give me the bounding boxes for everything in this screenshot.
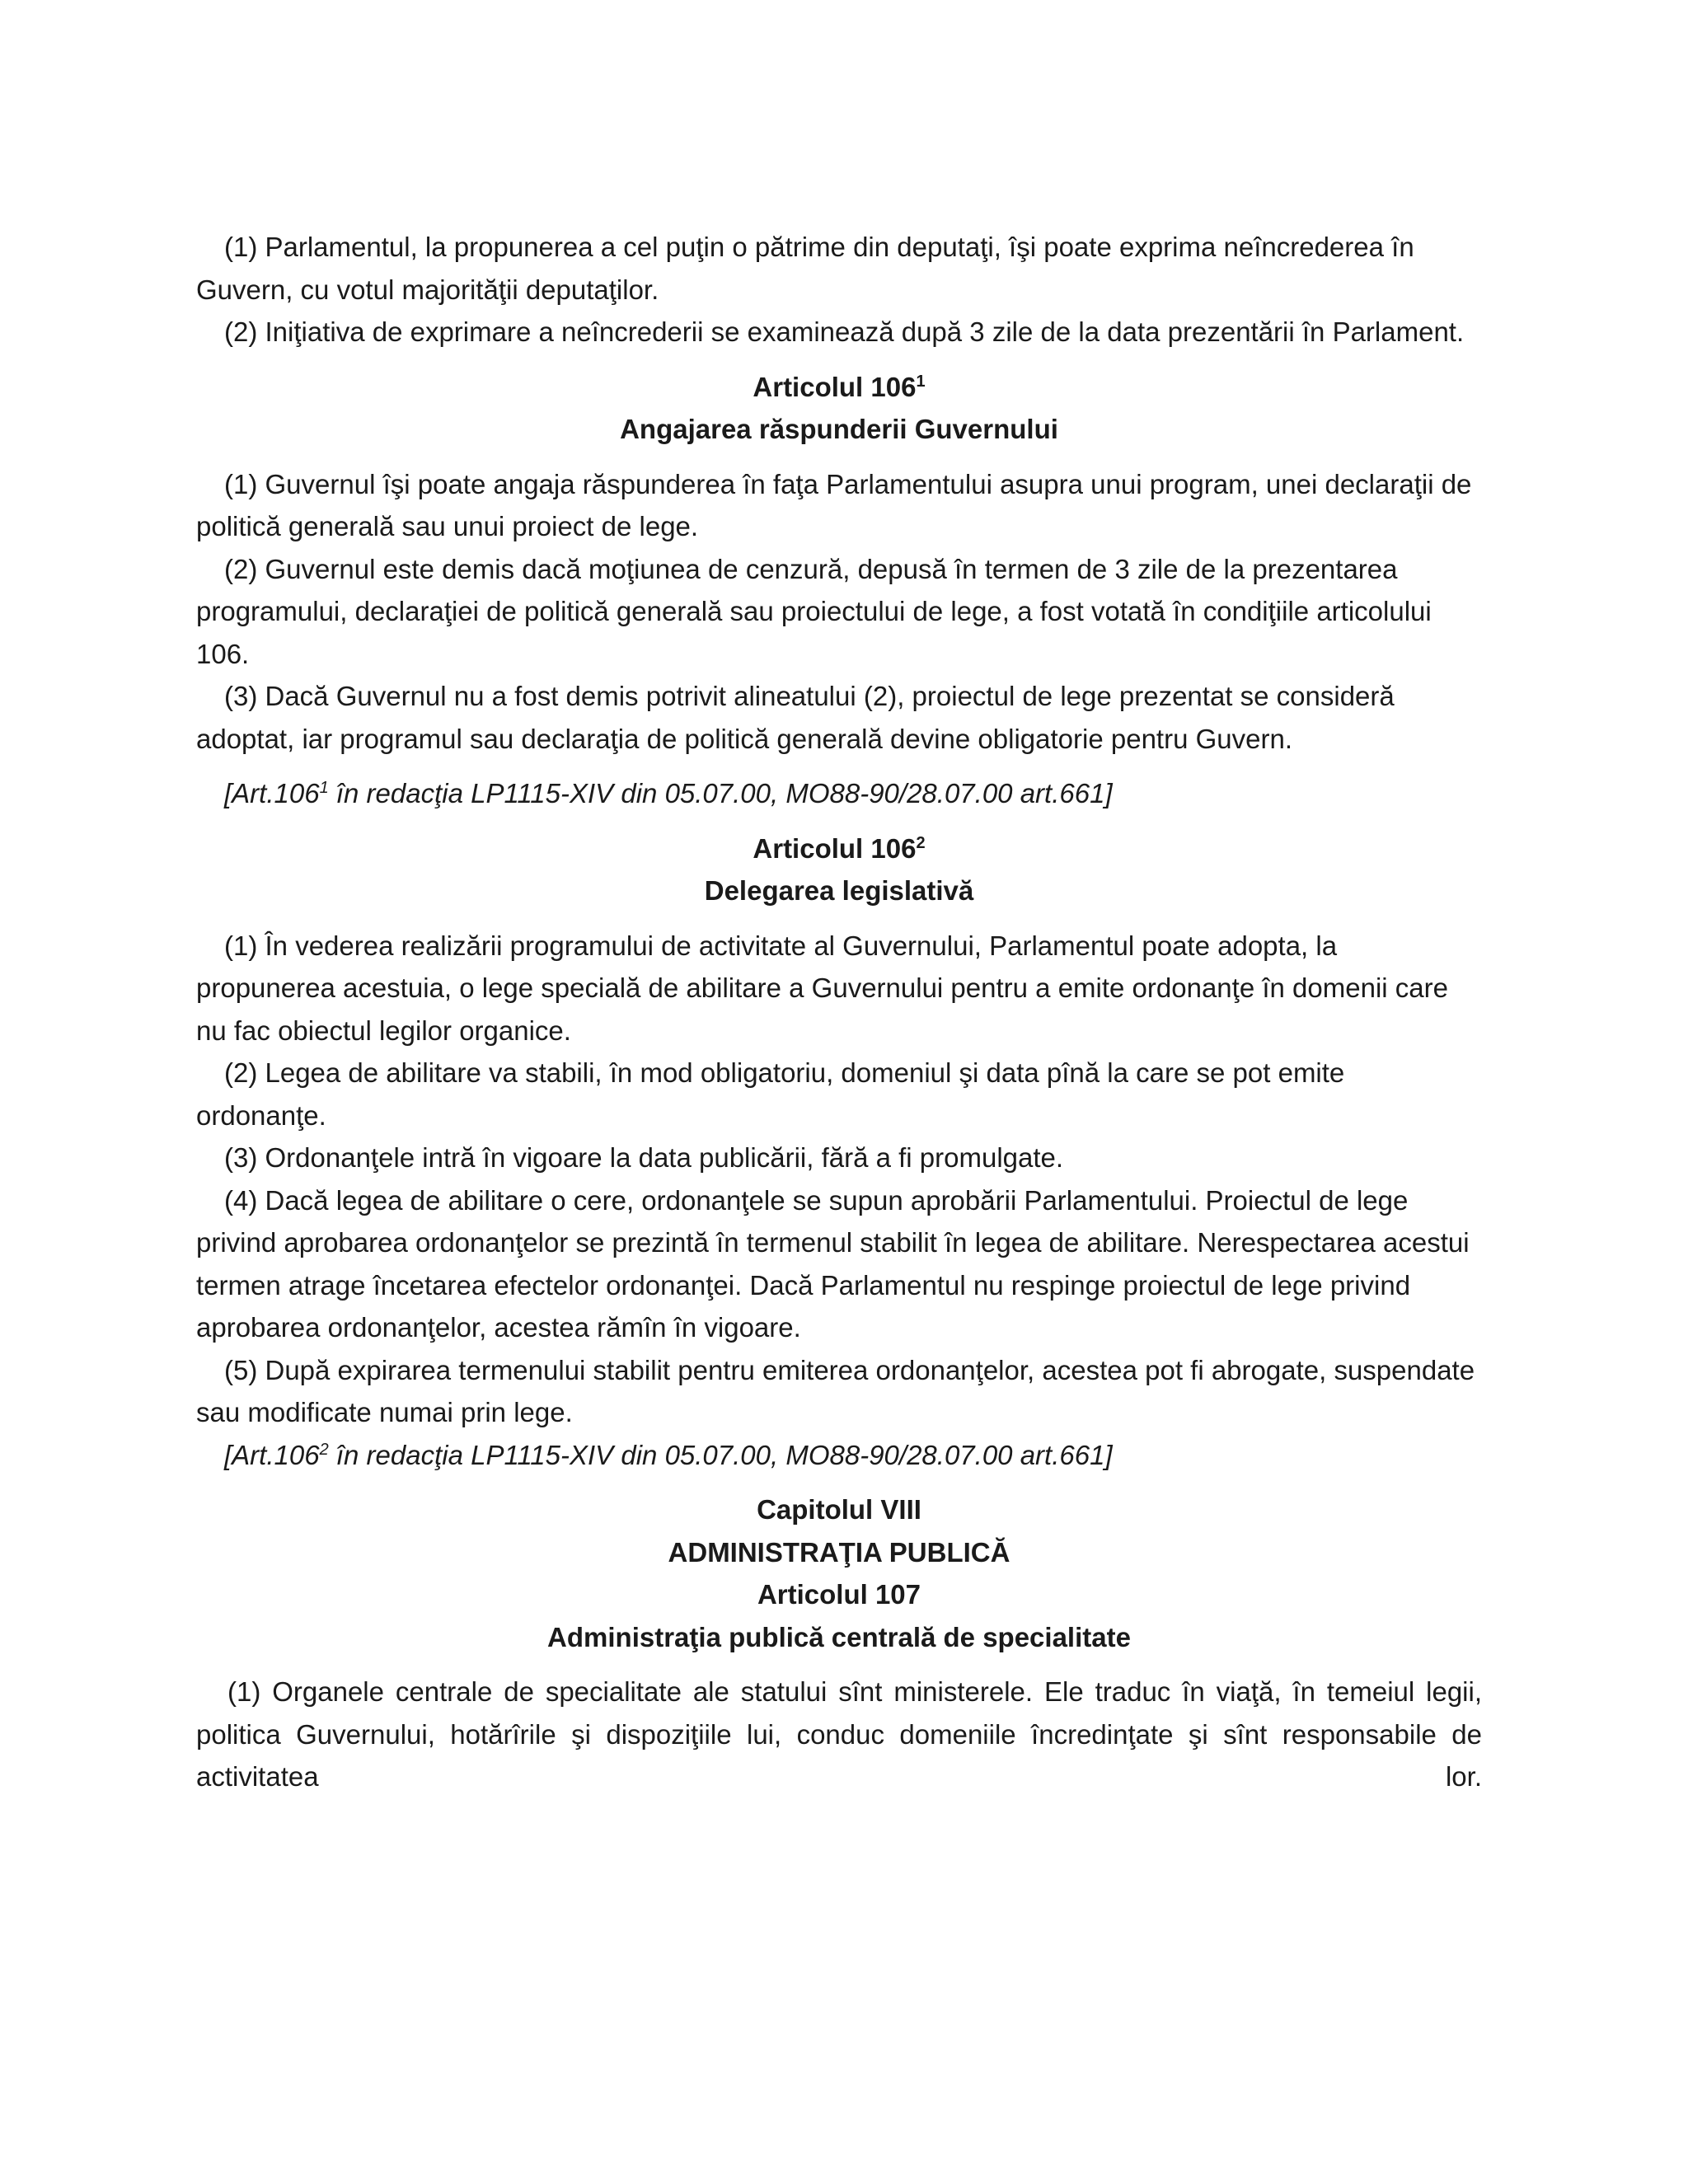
article-107-heading: Articolul 107 bbox=[757, 1579, 921, 1610]
paragraph-106-2-5: (5) După expirarea termenului stabilit pentru emiterea ordonanţelor, acestea pot fi abrogate, suspendate sau modificate numai prin lege. bbox=[196, 1354, 1475, 1427]
amendment-note-106-1 bbox=[196, 772, 1482, 815]
paragraph-106-1-1: (1) Guvernul îşi poate angaja răspunderea în faţa Parlamentului asupra unui program, unei declaraţii de politică generală sau unui proiect de lege. bbox=[196, 468, 1472, 541]
chapter-title: ADMINISTRAŢIA PUBLICĂ bbox=[668, 1536, 1010, 1568]
article-106-2-title: Delegarea legislativă bbox=[704, 875, 974, 906]
article-106-2-heading bbox=[196, 827, 1482, 870]
note-text-post: în redacţia LP1115-XIV din 05.07.00, MO88-90/28.07.00 art.661] bbox=[328, 1439, 1113, 1470]
article-heading-text: Articolul 106 bbox=[753, 832, 917, 864]
paragraph-106-2-2: (2) Legea de abilitare va stabili, în mod obligatoriu, domeniul şi data pînă la care se pot emite ordonanţe. bbox=[196, 1057, 1345, 1131]
chapter-heading: Capitolul VIII bbox=[757, 1494, 921, 1525]
paragraph-106-2-3: (3) Ordonanţele intră în vigoare la data publicării, fără a fi promulgate. bbox=[224, 1142, 1064, 1173]
paragraph-105-1: (1) Parlamentul, la propunerea a cel puţin o pătrime din deputaţi, îşi poate exprima neîncrederea în Guvern, cu votul majorităţii deputaţilor. bbox=[196, 232, 1414, 305]
paragraph-106-2-4: (4) Dacă legea de abilitare o cere, ordonanţele se supun aprobării Parlamentului. Proiectul de lege privind aprobarea ordonanţelor se prezintă în termenul stabilit în legea de abilitare. Nerespectarea acestui termen atrage încetarea efectelor ordonanţei. Dacă Parlamentul nu respinge proiectul de lege privind aprobarea ordonanţelor, acestea rămîn în vigoare. bbox=[196, 1184, 1470, 1343]
note-superscript: 2 bbox=[319, 1440, 329, 1459]
paragraph-106-1-3: (3) Dacă Guvernul nu a fost demis potrivit alineatului (2), proiectul de lege prezentat se consideră adoptat, iar programul sau declaraţia de politică generală devine obligatorie pentru Guvern. bbox=[196, 681, 1395, 754]
note-text-pre: [Art.106 bbox=[224, 778, 320, 808]
article-106-1-heading bbox=[196, 366, 1482, 409]
paragraph-106-1-2: (2) Guvernul este demis dacă moţiunea de cenzură, depusă în termen de 3 zile de la prezentarea programului, declaraţiei de politică generală sau proiectului de lege, a fost votată în condiţiile articolului 106. bbox=[196, 553, 1432, 669]
article-106-1-title: Angajarea răspunderii Guvernului bbox=[620, 414, 1058, 444]
document-page bbox=[196, 226, 1482, 1798]
paragraph-105-2: (2) Iniţiativa de exprimare a neîncrederii se examinează după 3 zile de la data prezentării în Parlament. bbox=[224, 316, 1465, 347]
note-text-post: în redacţia LP1115-XIV din 05.07.00, MO88-90/28.07.00 art.661] bbox=[328, 778, 1113, 808]
paragraph-106-2-1: (1) În vederea realizării programului de activitate al Guvernului, Parlamentul poate adopta, la propunerea acestuia, o lege specială de abilitare a Guvernului pentru a emite ordonanţe în domenii care nu fac obiectul legilor organice. bbox=[196, 930, 1448, 1046]
amendment-note-106-2 bbox=[196, 1434, 1482, 1477]
note-text-pre: [Art.106 bbox=[224, 1439, 320, 1470]
paragraph-107-1: (1) Organele centrale de specialitate ale statului sînt ministerele. Ele traduc în viaţă, în temeiul legii, politica Guvernului, hotărîrile şi dispoziţiile lui, conduc domeniile încredinţate şi sînt responsabile de activitatea lor. bbox=[196, 1676, 1482, 1792]
article-107-title: Administraţia publică centrală de specialitate bbox=[547, 1621, 1131, 1652]
article-heading-text: Articolul 106 bbox=[753, 371, 917, 402]
note-superscript: 1 bbox=[319, 779, 329, 797]
article-superscript: 1 bbox=[916, 372, 926, 391]
article-superscript: 2 bbox=[916, 833, 926, 852]
